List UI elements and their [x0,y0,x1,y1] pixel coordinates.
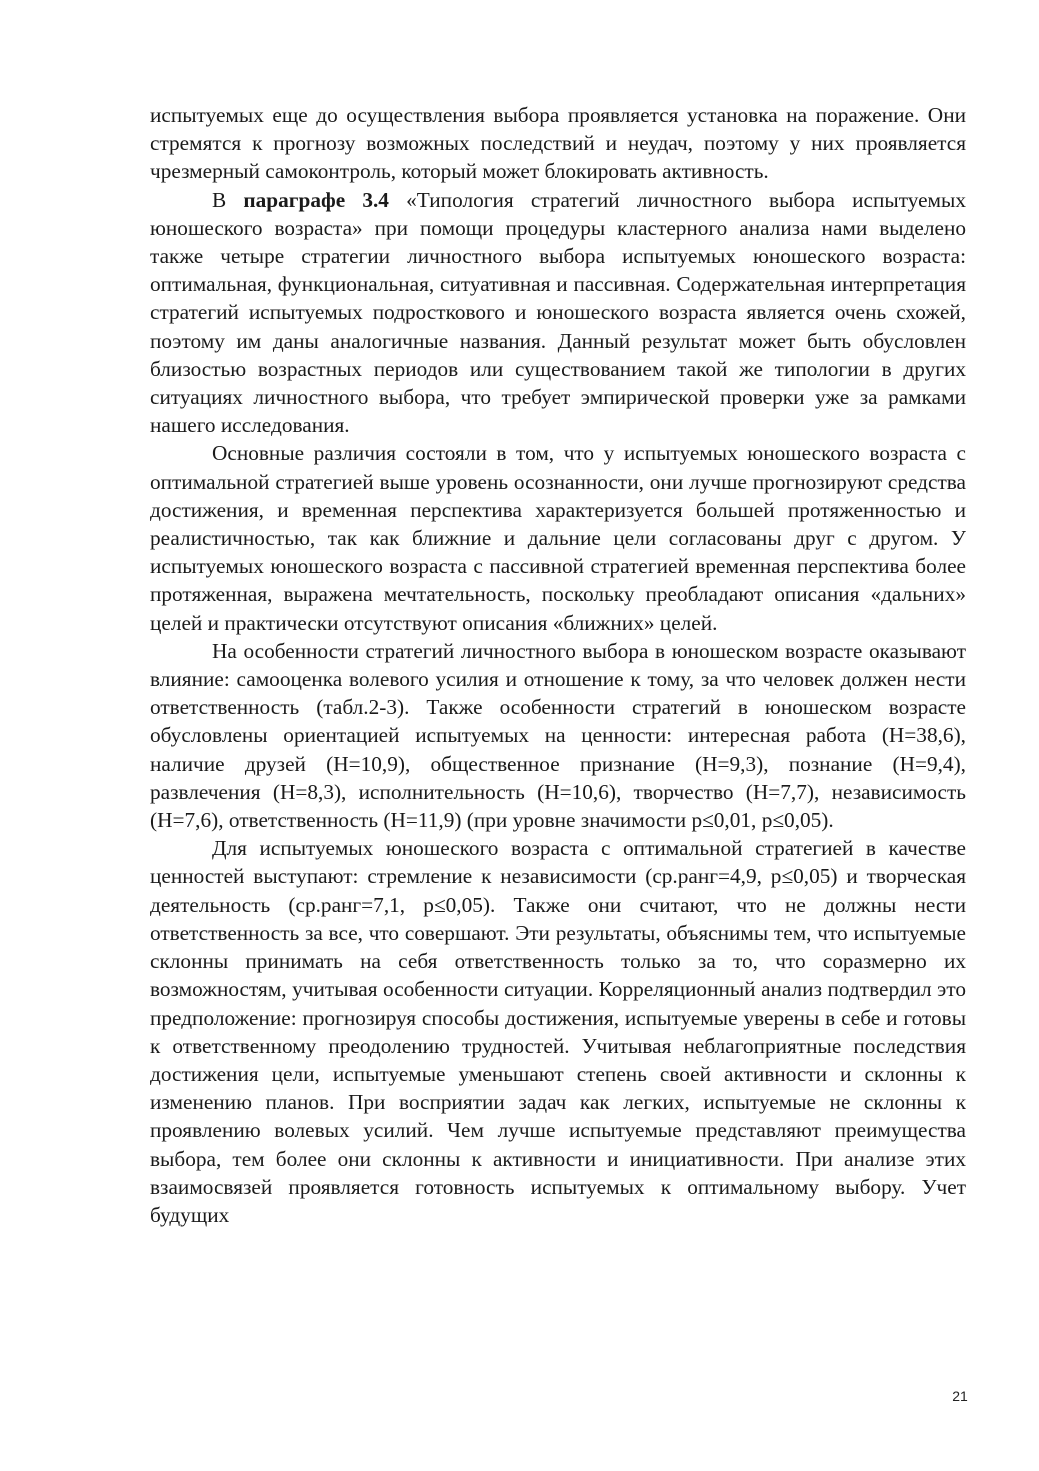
paragraph-5 [150,834,966,1229]
paragraph-2-lead: В [212,187,244,212]
paragraph-1 [150,101,966,186]
paragraph-1-text: испытуемых еще до осуществления выбора проявляется установка на поражение. Они стремятся к прогнозу возможных последствий и неудач, поэтому у них проявляется чрезмерный самоконтроль, который может блокировать активность. [150,103,966,184]
paragraph-4-text: На особенности стратегий личностного выбора в юношеском возрасте оказывают влияние: самооценка волевого усилия и отношение к тому, за что человек должен нести ответственность (табл.2-3). Также особенности стратегий в юношеском возрасте обусловлены ориентацией испытуемых на ценности: интересная работа (Н=38,6), наличие друзей (Н=10,9), общественное признание (Н=9,3), познание (Н=9,4), развлечения (Н=8,3), исполнительность (Н=10,6), творчество (Н=7,7), независимость (Н=7,6), ответственность (Н=11,9) (при уровне значимости p≤0,01, p≤0,05). [150,638,966,833]
paragraph-2-bold: параграфе 3.4 [243,187,389,212]
page-number: 21 [952,1388,968,1404]
paragraph-2 [150,186,966,440]
body-text [150,101,966,1229]
paragraph-4 [150,637,966,834]
paragraph-3-text: Основные различия состояли в том, что у испытуемых юношеского возраста с оптимальной стратегией выше уровень осознанности, они лучше прогнозируют средства достижения, и временная перспектива характеризуется большей протяженностью и реалистичностью, так как ближние и дальние цели согласованы друг с другом. У испытуемых юношеского возраста с пассивной стратегией временная перспектива более протяженная, выражена мечтательность, поскольку преобладают описания «дальних» целей и практически отсутствуют описания «ближних» целей. [150,441,966,635]
paragraph-3 [150,439,966,636]
paragraph-2-text: «Типология стратегий личностного выбора испытуемых юношеского возраста» при помощи процедуры кластерного анализа нами выделено также четыре стратегии личностного выбора испытуемых юношеского возраста: оптимальная, функциональная, ситуативная и пассивная. Содержательная интерпретация стратегий испытуемых подросткового и юношеского возраста является очень схожей, поэтому им даны аналогичные названия. Данный результат может быть обусловлен близостью возрастных периодов или существованием такой же типологии в других ситуациях личностного выбора, что требует эмпирической проверки уже за рамками нашего исследования. [150,187,966,438]
paragraph-5-text: Для испытуемых юношеского возраста с оптимальной стратегией в качестве ценностей выступают: стремление к независимости (ср.ранг=4,9, p≤0,05) и творческая деятельность (ср.ранг=7,1, p≤0,05). Также они считают, что не должны нести ответственность за все, что совершают. Эти результаты, объяснимы тем, что испытуемые склонны принимать на себя ответственность только за то, что соразмерно их возможностям, учитывая особенности ситуации. Корреляционный анализ подтвердил это предположение: прогнозируя способы достижения, испытуемые уверены в себе и готовы к ответственному преодолению трудностей. Учитывая неблагоприятные последствия достижения цели, испытуемые уменьшают степень своей активности и склонны к изменению планов. При восприятии задач как легких, испытуемые не склонны к проявлению волевых усилий. Чем лучше испытуемые представляют преимущества выбора, тем более они склонны к активности и инициативности. При анализе этих взаимосвязей проявляется готовность испытуемых к оптимальному выбору. Учет будущих [150,836,966,1227]
